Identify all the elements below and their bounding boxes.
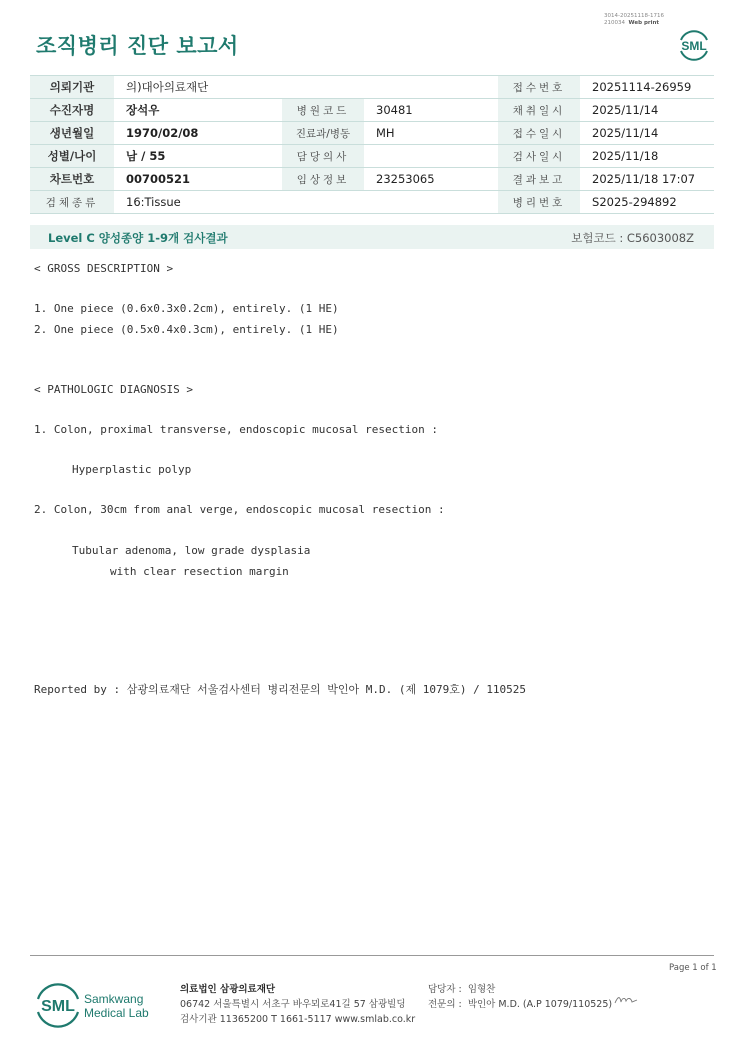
page-title: 조직병리 진단 보고서 bbox=[36, 34, 239, 58]
clinical-value: 23253065 bbox=[364, 168, 498, 191]
receive-date-label: 접수일시 bbox=[498, 122, 580, 145]
table-row bbox=[30, 122, 714, 145]
sml-logo-icon bbox=[676, 27, 712, 63]
specimen-value: 16:Tissue bbox=[114, 191, 498, 214]
brand-line-1: Samkwang bbox=[84, 992, 144, 1006]
hospital-code-label: 병원코드 bbox=[282, 99, 364, 122]
diagnosis-heading: < PATHOLOGIC DIAGNOSIS > bbox=[34, 383, 193, 396]
gross-item-2: 2. One piece (0.5x0.4x0.3cm), entirely. (1 HE) bbox=[34, 323, 339, 336]
table-row bbox=[30, 145, 714, 168]
chart-value: 00700521 bbox=[114, 168, 282, 191]
staff-label: 담당자 : bbox=[428, 984, 462, 995]
level-title: Level C 양성종양 1-9개 검사결과 bbox=[48, 231, 228, 245]
sex-age-value: 남 / 55 bbox=[114, 145, 282, 168]
diagnosis-result-2: Tubular adenoma, low grade dysplasia bbox=[72, 544, 311, 557]
signature-icon bbox=[614, 994, 638, 1006]
client-label: 의뢰기관 bbox=[30, 76, 114, 99]
receipt-no-label: 접수번호 bbox=[498, 76, 580, 99]
diagnosis-item-2: 2. Colon, 30cm from anal verge, endoscopic mucosal resection : bbox=[34, 503, 445, 516]
table-row bbox=[30, 99, 714, 122]
chart-label: 차트번호 bbox=[30, 168, 114, 191]
test-date-value: 2025/11/18 bbox=[580, 145, 714, 168]
diagnosis-item-1: 1. Colon, proximal transverse, endoscopic mucosal resection : bbox=[34, 423, 438, 436]
path-no-label: 병리번호 bbox=[498, 191, 580, 214]
dob-label: 생년월일 bbox=[30, 122, 114, 145]
patient-label: 수진자명 bbox=[30, 99, 114, 122]
patient-value: 장석우 bbox=[114, 99, 282, 122]
staff-line bbox=[428, 981, 495, 995]
doctor-value bbox=[364, 145, 498, 168]
clinical-label: 임상정보 bbox=[282, 168, 364, 191]
sml-logo-text: SML bbox=[41, 998, 75, 1015]
level-bar bbox=[30, 225, 714, 249]
gross-heading: < GROSS DESCRIPTION > bbox=[34, 262, 174, 275]
brand-line-2: Medical Lab bbox=[84, 1006, 149, 1020]
collect-date-value: 2025/11/14 bbox=[580, 99, 714, 122]
footer-divider bbox=[30, 955, 714, 956]
specialist-line bbox=[428, 996, 612, 1010]
dob-value: 1970/02/08 bbox=[114, 122, 282, 145]
diagnosis-result-1: Hyperplastic polyp bbox=[72, 463, 192, 476]
collect-date-label: 채취일시 bbox=[498, 99, 580, 122]
org-contact: 검사기관 11365200 T 1661-5117 www.smlab.co.kr bbox=[180, 1014, 416, 1025]
path-no-value: S2025-294892 bbox=[580, 191, 714, 214]
doctor-label: 담당의사 bbox=[282, 145, 364, 168]
print-meta-web: Web print bbox=[628, 20, 660, 26]
table-row bbox=[30, 76, 714, 99]
specialist-value: 박인아 M.D. (A.P 1079/110525) bbox=[467, 999, 613, 1010]
sex-age-label: 성별/나이 bbox=[30, 145, 114, 168]
print-meta bbox=[604, 13, 664, 27]
org-address: 06742 서울특별시 서초구 바우뫼로41길 57 삼광빌딩 bbox=[180, 999, 406, 1010]
dept-label: 진료과/병동 bbox=[282, 122, 364, 145]
receipt-no-value: 20251114-26959 bbox=[580, 76, 714, 99]
reported-by: Reported by : 삼광의료재단 서울검사센터 병리전문의 박인아 M.D. (제 1079호) / 110525 bbox=[34, 683, 527, 696]
test-date-label: 검사일시 bbox=[498, 145, 580, 168]
dept-value: MH bbox=[364, 122, 498, 145]
hospital-code-value: 30481 bbox=[364, 99, 498, 122]
sml-logo-icon bbox=[36, 982, 166, 1028]
gross-item-1: 1. One piece (0.6x0.3x0.2cm), entirely. (1 HE) bbox=[34, 302, 339, 315]
report-value: 2025/11/18 17:07 bbox=[580, 168, 714, 191]
specialist-label: 전문의 : bbox=[428, 999, 462, 1010]
patient-info-table bbox=[30, 75, 714, 214]
page-number: Page 1 of 1 bbox=[669, 963, 717, 973]
diagnosis-result-2-cont: with clear resection margin bbox=[110, 565, 289, 578]
client-value: 의)대아의료재단 bbox=[114, 76, 498, 99]
print-meta-id: 210034 bbox=[604, 20, 625, 26]
table-row bbox=[30, 191, 714, 214]
staff-value: 임형찬 bbox=[467, 984, 496, 995]
org-name: 의료법인 삼광의료재단 bbox=[180, 984, 276, 995]
print-meta-code: 3014-20251118-1716 bbox=[604, 13, 664, 19]
insurance-code: 보험코드 : C5603008Z bbox=[571, 231, 694, 245]
specimen-label: 검체종류 bbox=[30, 191, 114, 214]
sml-logo-text: SML bbox=[681, 39, 707, 53]
receive-date-value: 2025/11/14 bbox=[580, 122, 714, 145]
report-label: 결과보고 bbox=[498, 168, 580, 191]
table-row bbox=[30, 168, 714, 191]
